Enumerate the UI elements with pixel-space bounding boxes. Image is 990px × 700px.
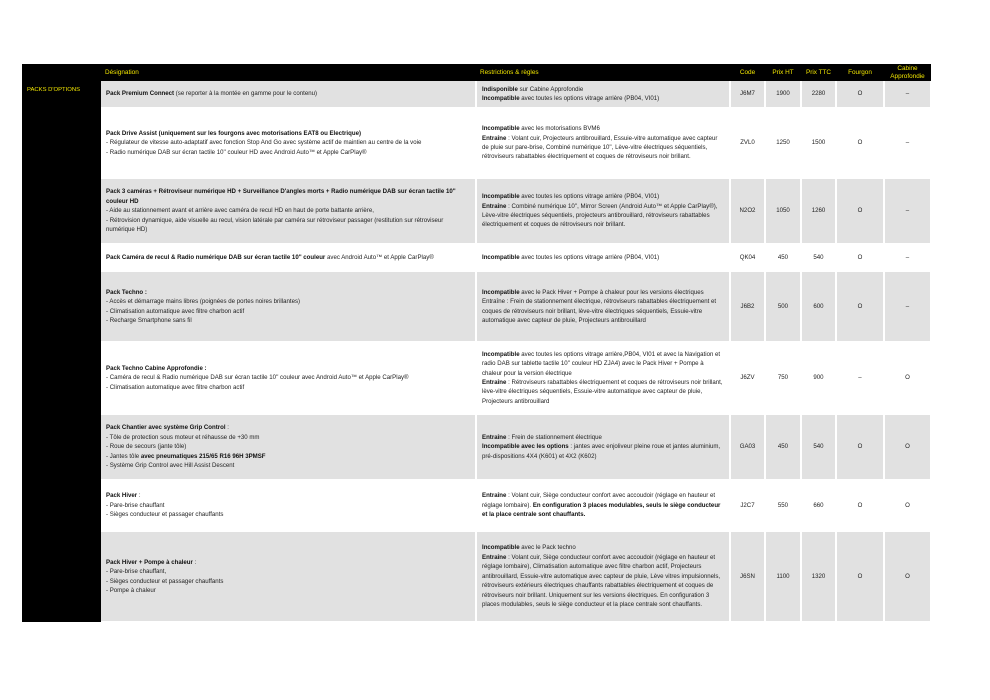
restrictions-cell	[476, 531, 730, 622]
restrictions-cell	[476, 342, 730, 414]
section-sidebar	[22, 108, 101, 178]
section-sidebar	[22, 414, 101, 480]
code-cell: ZVL0	[730, 108, 765, 178]
restriction-line: Entraîne : Volant cuir, Siège conducteur confort avec accoudoir (réglage en hauteur et réglage lombaire). En configuration 3 places modulables, seuls le siège conducteur et la place centrale sont chauffants.	[482, 492, 721, 519]
price-ttc-cell: 600	[801, 271, 836, 342]
code-cell: J6ZV	[730, 342, 765, 414]
cabine-cell: O	[884, 342, 931, 414]
pack-feature: - Climatisation automatique avec filtre charbon actif	[106, 383, 245, 391]
table-row	[22, 531, 931, 622]
pack-feature: - Aide au stationnement avant et arrière avec caméra de recul HD en haut de porte battante arrière,	[106, 207, 374, 215]
pack-title: Pack Hiver + Pompe à chaleur	[106, 558, 193, 566]
designation-cell	[101, 244, 476, 271]
price-ttc-cell: 660	[801, 480, 836, 531]
price-ht-cell: 1100	[765, 531, 801, 622]
fourgon-cell: O	[836, 531, 884, 622]
pack-title: Pack Drive Assist (uniquement sur les fourgons avec motorisations EAT8 ou Electrique)	[106, 129, 361, 137]
cabine-cell: O	[884, 414, 931, 480]
restriction-line: Incompatible avec toutes les options vitrage arrière (PB04, VI01)	[482, 193, 660, 201]
restriction-line: Entraîne : Volant cuir, Siège conducteur confort avec accoudoir (réglage en hauteur et réglage lombaire), Climatisation automatique avec filtre charbon actif, Projecteurs antibrouillard, Essuie-vitre automatique avec capteur de pluie, Lève vitres impulsionnels, rétroviseurs extérieurs électriques chauffants rabattables électriquement et coques de rétroviseurs noir brillant. Uniquement sur les versions électriques. En configuration 3 places modulables, seuls le siège conducteur et la place centrale sont chauffants.	[482, 553, 721, 609]
restrictions-cell	[476, 414, 730, 480]
price-ht-cell: 1050	[765, 178, 801, 244]
price-ttc-cell: 1260	[801, 178, 836, 244]
price-ht-cell: 1250	[765, 108, 801, 178]
restrictions-cell	[476, 480, 730, 531]
fourgon-cell: O	[836, 271, 884, 342]
pack-feature: - Pare-brise chauffant,	[106, 568, 167, 576]
table-row	[22, 178, 931, 244]
pack-title: Pack Hiver	[106, 492, 138, 500]
cabine-cell: –	[884, 271, 931, 342]
pack-title-suffix: :	[225, 424, 229, 432]
code-cell: GA03	[730, 414, 765, 480]
header-cabine: Cabine Approfondie	[884, 64, 931, 81]
pack-title-suffix: :	[192, 558, 197, 566]
section-sidebar	[22, 271, 101, 342]
restriction-line: Entraîne : Combiné numérique 10'', Mirror Screen (Android Auto™ et Apple CarPlay®), Lève-vitre électriques séquentiels, projecteurs antibrouillard, rétroviseurs rabattables électriquement et coques de rétroviseurs noir brillant.	[482, 202, 718, 229]
price-ht-cell: 750	[765, 342, 801, 414]
pack-feature: - Pare-brise chauffant	[106, 501, 165, 509]
restrictions-cell	[476, 81, 730, 108]
section-sidebar	[22, 531, 101, 622]
price-ttc-cell: 900	[801, 342, 836, 414]
table-row	[22, 342, 931, 414]
fourgon-cell: O	[836, 480, 884, 531]
restriction-line: Incompatible avec le Pack techno	[482, 544, 576, 552]
price-ht-cell: 1900	[765, 81, 801, 108]
pack-feature: - Système Grip Control avec Hill Assist Descent	[106, 462, 235, 470]
pack-feature: - Roue de secours (jante tôle)	[106, 443, 187, 451]
pack-feature: - Jantes tôle avec pneumatiques 215/65 R16 96H 3PMSF	[106, 452, 266, 460]
restriction-line: Entraîne : Rétroviseurs rabattables électriquement et coques de rétroviseurs noir brillant, lève-vitre électriques séquentiels, Essuie-vitre automatique avec capteur de pluie, Projecteurs antibrouillard	[482, 379, 723, 405]
price-ht-cell: 550	[765, 480, 801, 531]
restriction-line: Incompatible avec toutes les options vitrage arrière (PB04, VI01)	[482, 253, 660, 261]
pack-title: Pack Techno :	[106, 288, 147, 296]
designation-cell	[101, 178, 476, 244]
code-cell: J6SN	[730, 531, 765, 622]
section-sidebar	[22, 178, 101, 244]
pack-title: Pack 3 caméras + Rétroviseur numérique HD + Surveillance D'angles morts + Radio numérique DAB sur écran tactile 10'' couleur HD	[106, 188, 456, 205]
designation-cell	[101, 531, 476, 622]
designation-cell	[101, 480, 476, 531]
section-sidebar	[22, 480, 101, 531]
pack-title: Pack Caméra de recul & Radio numérique DAB sur écran tactile 10'' couleur	[106, 253, 326, 261]
price-ht-cell: 450	[765, 244, 801, 271]
code-cell: J6B2	[730, 271, 765, 342]
pack-feature: - Sièges conducteur et passager chauffants	[106, 577, 224, 585]
price-ht-cell: 500	[765, 271, 801, 342]
header-code: Code	[730, 64, 765, 81]
pack-feature: - Accès et démarrage mains libres (poignées de portes noires brillantes)	[106, 298, 301, 306]
header-designation: Désignation	[101, 64, 476, 81]
pack-feature: - Sièges conducteur et passager chauffants	[106, 511, 224, 519]
table-row	[22, 414, 931, 480]
code-cell: QK04	[730, 244, 765, 271]
table-row	[22, 480, 931, 531]
fourgon-cell: O	[836, 108, 884, 178]
cabine-cell: –	[884, 178, 931, 244]
pack-feature: - Climatisation automatique avec filtre charbon actif	[106, 307, 245, 315]
restriction-line: Incompatible avec toutes les options vitrage arrière,PB04, VI01 et avec la Navigation et radio DAB sur tablette tactile 10'' couleur HD ZJA4) avec le Pack Hiver + Pompe à chaleur pour la version électrique	[482, 350, 721, 377]
pack-title-suffix: avec Android Auto™ et Apple CarPlay®	[325, 253, 434, 261]
pack-feature: - Tôle de protection sous moteur et réhausse de +30 mm	[106, 433, 260, 441]
price-ttc-cell: 2280	[801, 81, 836, 108]
cabine-cell: O	[884, 480, 931, 531]
pack-title: Pack Premium Connect	[106, 90, 175, 98]
section-sidebar	[22, 244, 101, 271]
fourgon-cell: O	[836, 178, 884, 244]
price-ttc-cell: 540	[801, 244, 836, 271]
restriction-line: Indisponible sur Cabine Approfondie	[482, 85, 584, 93]
header-prix-ht: Prix HT	[765, 64, 801, 81]
price-ttc-cell: 1500	[801, 108, 836, 178]
header-prix-ttc: Prix TTC	[801, 64, 836, 81]
options-table	[22, 64, 932, 623]
restriction-line: Entraîne : Frein de stationnement électrique, rétroviseurs rabattables électriquement et coques de rétroviseurs noir brillant, lève-vitre électriques séquentiels, Essuie-vitre automatique avec capteur de pluie, Projecteurs antibrouillard	[482, 298, 717, 324]
pack-feature: - Pompe à chaleur	[106, 586, 156, 594]
cabine-cell: O	[884, 531, 931, 622]
price-sheet	[22, 64, 931, 623]
header-side	[22, 64, 101, 81]
pack-title: Pack Techno Cabine Approfondie :	[106, 364, 207, 372]
restriction-line: Incompatible avec les options : jantes avec enjoliveur pleine roue et jantes aluminium, pré-dispositions 4X4 (K601) et 4X2 (K602)	[482, 443, 721, 460]
designation-cell	[101, 108, 476, 178]
pack-feature: - Caméra de recul & Radio numérique DAB sur écran tactile 10'' couleur avec Android Auto™ et Apple CarPlay®	[106, 374, 409, 382]
code-cell: N2O2	[730, 178, 765, 244]
restrictions-cell	[476, 271, 730, 342]
code-cell: J2C7	[730, 480, 765, 531]
pack-feature: - Rétrovision dynamique, aide visuelle au recul, vision latérale par caméra sur rétroviseur passager (restitution sur rétroviseur numérique HD)	[106, 216, 444, 234]
code-cell: J6M7	[730, 81, 765, 108]
header-fourgon: Fourgon	[836, 64, 884, 81]
designation-cell	[101, 414, 476, 480]
restrictions-cell	[476, 178, 730, 244]
price-ttc-cell: 540	[801, 414, 836, 480]
pack-feature: - Radio numérique DAB sur écran tactile 10'' couleur HD avec Android Auto™ et Apple CarPlay®	[106, 148, 367, 156]
cabine-cell: –	[884, 108, 931, 178]
pack-feature: - Recharge Smartphone sans fil	[106, 316, 192, 324]
designation-cell	[101, 271, 476, 342]
pack-feature: - Régulateur de vitesse auto-adaptatif avec fonction Stop And Go avec système actif de maintien au centre de la voie	[106, 139, 422, 147]
restriction-line: Entraîne : Frein de stationnement électrique	[482, 433, 602, 441]
section-sidebar	[22, 342, 101, 414]
restriction-line: Entraîne : Volant cuir, Projecteurs antibrouillard, Essuie-vitre automatique avec capteur de pluie sur pare-brise, Combiné numérique 10'', Lève-vitre électriques séquentiels, rétroviseurs rabattables électriquement et coques de rétroviseurs noir brillant.	[482, 134, 718, 161]
cabine-cell: –	[884, 81, 931, 108]
pack-title-suffix: (se reporter à la montée en gamme pour le contenu)	[174, 90, 318, 98]
restriction-line: Incompatible avec le Pack Hiver + Pompe à chaleur pour les versions électriques	[482, 288, 704, 296]
fourgon-cell: –	[836, 342, 884, 414]
price-ht-cell: 450	[765, 414, 801, 480]
table-row	[22, 271, 931, 342]
table-row	[22, 108, 931, 178]
restriction-line: Incompatible avec toutes les options vitrage arrière (PB04, VI01)	[482, 95, 660, 102]
header-restrictions: Restrictions & règles	[476, 64, 730, 81]
fourgon-cell: O	[836, 414, 884, 480]
restrictions-cell	[476, 244, 730, 271]
price-ttc-cell: 1320	[801, 531, 836, 622]
restrictions-cell	[476, 108, 730, 178]
designation-cell	[101, 81, 476, 108]
pack-title-suffix: :	[137, 492, 141, 500]
designation-cell	[101, 342, 476, 414]
section-label: PACKS D'OPTIONS	[22, 81, 101, 108]
cabine-cell: –	[884, 244, 931, 271]
fourgon-cell: O	[836, 244, 884, 271]
restriction-line: Incompatible avec les motorisations BVM6	[482, 125, 600, 133]
fourgon-cell: O	[836, 81, 884, 108]
table-header	[22, 64, 931, 81]
table-row	[22, 244, 931, 271]
table-row	[22, 81, 931, 108]
pack-title: Pack Chantier avec système Grip Control	[106, 424, 226, 432]
